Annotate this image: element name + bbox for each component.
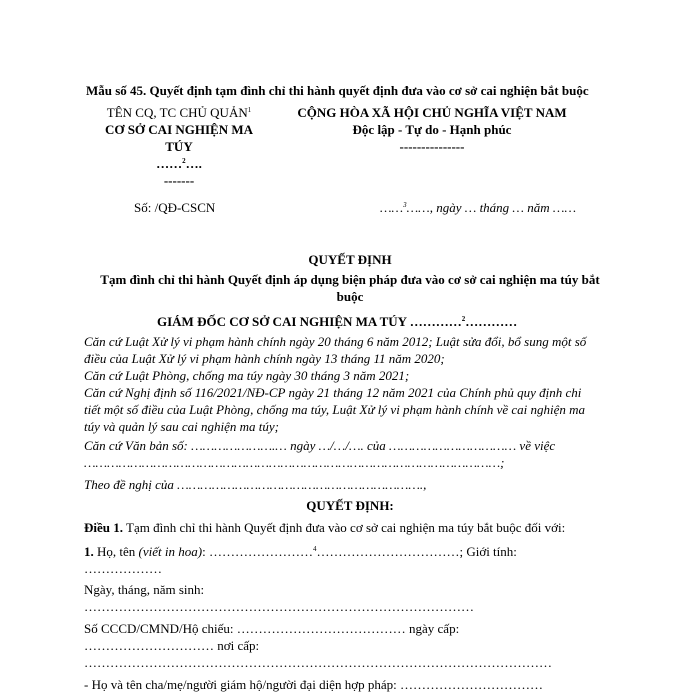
field-full-name: 1. Họ, tên (viết in hoa): ……………………$^4$……………………………; Giới tính: [84,544,517,559]
facility-line-cont: TÚY [165,139,193,154]
field-gender-blank: ……………… [84,561,162,576]
legal-basis-line: túy và quản lý sau cai nghiện ma túy; [84,419,279,434]
field-dob-label: Ngày, tháng, năm sinh: [84,582,205,597]
article-1-text: Tạm đình chỉ thi hành Quyết định đưa vào cơ sở cai nghiện ma túy bắt buộc đối với: [123,520,566,535]
header-right-separator: --------------- [399,139,465,154]
field-id-blank: ……………………………………………………………………………………………… [84,655,552,670]
doc-subject: Tạm đình chỉ thi hành Quyết định áp dụng biện pháp đưa vào cơ sở cai nghiện ma túy bắt buộc [100,272,600,304]
form-title [86,82,589,99]
header-left [98,104,260,189]
field-id-issue-place: ………………………… nơi cấp: [84,638,260,653]
national-motto: Độc lập - Tự do - Hạnh phúc [352,122,512,137]
header-left-separator: ------- [163,173,195,188]
header-right [290,104,574,155]
field-guardian: - Họ và tên cha/mẹ/người giám hộ/người đại diện hợp pháp: …………………………… [84,677,543,692]
doc-title: QUYẾT ĐỊNH [308,252,392,267]
agency-line: TÊN CQ, TC CHỦ QUẢN$^1$ [106,105,252,120]
proposal-line: Theo đề nghị của ………………………………………………………., [84,477,427,492]
legal-basis-line: Căn cứ Luật Phòng, chống ma túy ngày 30 tháng 3 năm 2021; [84,368,410,383]
field-id-number: Số CCCD/CMND/Hộ chiếu: ………………………………… ngày cấp: [84,621,460,636]
legal-basis-line: điều của Luật Xử lý vi phạm hành chính ngày 13 tháng 11 năm 2020; [84,351,445,366]
legal-basis-line: Căn cứ Nghị định số 116/2021/NĐ-CP ngày 21 tháng 12 năm 2021 của Chính phủ quy định chi [84,385,582,400]
issuing-authority: GIÁM ĐỐC CƠ SỞ CAI NGHIỆN MA TÚY …………$^2$………… [157,314,518,329]
decision-heading: QUYẾT ĐỊNH: [306,498,394,513]
national-title: CỘNG HÒA XÃ HỘI CHỦ NGHĨA VIỆT NAM [297,105,567,120]
facility-line: CƠ SỞ CAI NGHIỆN MA [104,122,254,137]
legal-bases [84,333,624,435]
form-title-text: Mẫu số 45. Quyết định tạm đình chỉ thi hành quyết định đưa vào cơ sở cai nghiện bắt buộc [86,83,589,98]
place-date: ……$^3$……, ngày … tháng … năm …… [380,200,576,215]
article-1-label: Điều 1. [84,520,123,535]
document-basis: Căn cứ Văn bản số: ………………….… ngày …/…/…. của …………………………… về việc ………………………………………………………………………………………………; [84,438,556,470]
legal-basis-line: Căn cứ Luật Xử lý vi phạm hành chính ngày 20 tháng 6 năm 2012; Luật sửa đổi, bổ sung một số [84,334,587,349]
document-number: Số: /QĐ-CSCN [134,200,216,215]
field-dob-blank: ……………………………………………………………………………… [84,599,474,614]
article-1 [84,519,565,536]
legal-basis-line: tiết một số điều của Luật Phòng, chống ma túy, Luật Xử lý vi phạm hành chính về cai nghiện ma [84,402,586,417]
facility-name-blank: ……$^2$…. [156,156,202,171]
